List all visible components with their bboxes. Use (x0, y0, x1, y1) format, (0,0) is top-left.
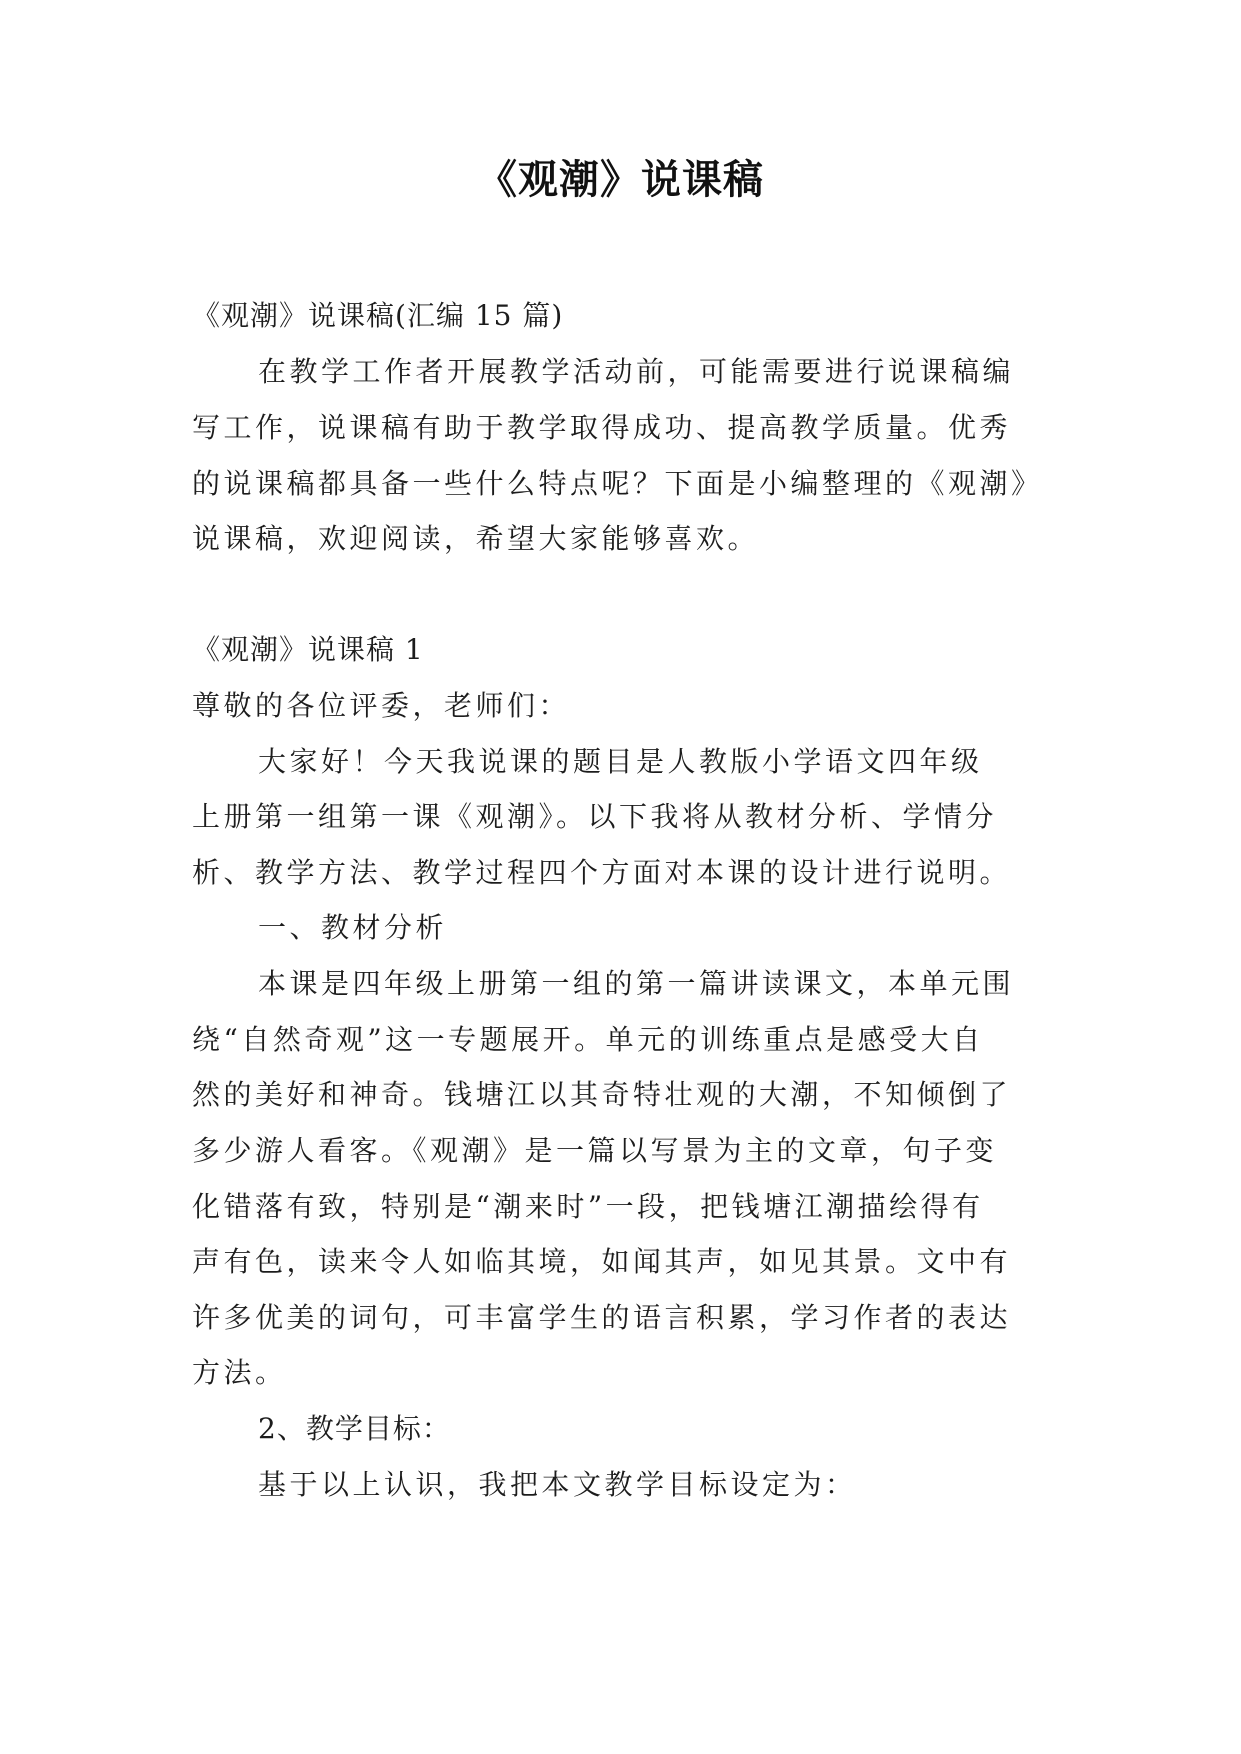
para2-line-4: 多少游人看客。《观潮》是一篇以写景为主的文章，句子变 (192, 1134, 998, 1167)
greeting: 尊敬的各位评委，老师们： (192, 689, 571, 722)
heading-textbook-analysis: 一、教材分析 (258, 911, 448, 944)
para2-line-6: 声有色，读来令人如临其境，如闻其声，如见其景。文中有 (192, 1245, 1012, 1278)
section-heading: 《观潮》说课稿 1 (192, 633, 424, 666)
intro-line-4: 说课稿，欢迎阅读，希望大家能够喜欢。 (192, 522, 760, 555)
para2-line-3: 然的美好和神奇。钱塘江以其奇特壮观的大潮，不知倾倒了 (192, 1078, 1012, 1111)
para2-line-8: 方法。 (192, 1356, 287, 1389)
para1-line-1: 大家好！今天我说课的题目是人教版小学语文四年级 (258, 745, 983, 778)
intro-line-1: 在教学工作者开展教学活动前，可能需要进行说课稿编 (258, 355, 1015, 388)
para1-line-3: 析、教学方法、教学过程四个方面对本课的设计进行说明。 (192, 856, 1012, 889)
para2-line-7: 许多优美的词句，可丰富学生的语言积累，学习作者的表达 (192, 1301, 1012, 1334)
para3: 基于以上认识，我把本文教学目标设定为： (258, 1468, 857, 1501)
intro-line-2: 写工作，说课稿有助于教学取得成功、提高教学质量。优秀 (192, 411, 1012, 444)
heading-teaching-goals: 2、教学目标： (258, 1412, 451, 1445)
para2-line-2: 绕“自然奇观”这一专题展开。单元的训练重点是感受大自 (192, 1023, 984, 1056)
para2-line-1: 本课是四年级上册第一组的第一篇讲读课文，本单元围 (258, 967, 1015, 1000)
intro-line-3: 的说课稿都具备一些什么特点呢？下面是小编整理的《观潮》 (192, 467, 1043, 500)
document-title: 《观潮》说课稿 (477, 157, 764, 203)
para1-line-2: 上册第一组第一课《观潮》。以下我将从教材分析、学情分 (192, 800, 998, 833)
document-subtitle: 《观潮》说课稿(汇编 15 篇) (192, 299, 564, 332)
para2-line-5: 化错落有致，特别是“潮来时”一段，把钱塘江潮描绘得有 (192, 1190, 984, 1223)
